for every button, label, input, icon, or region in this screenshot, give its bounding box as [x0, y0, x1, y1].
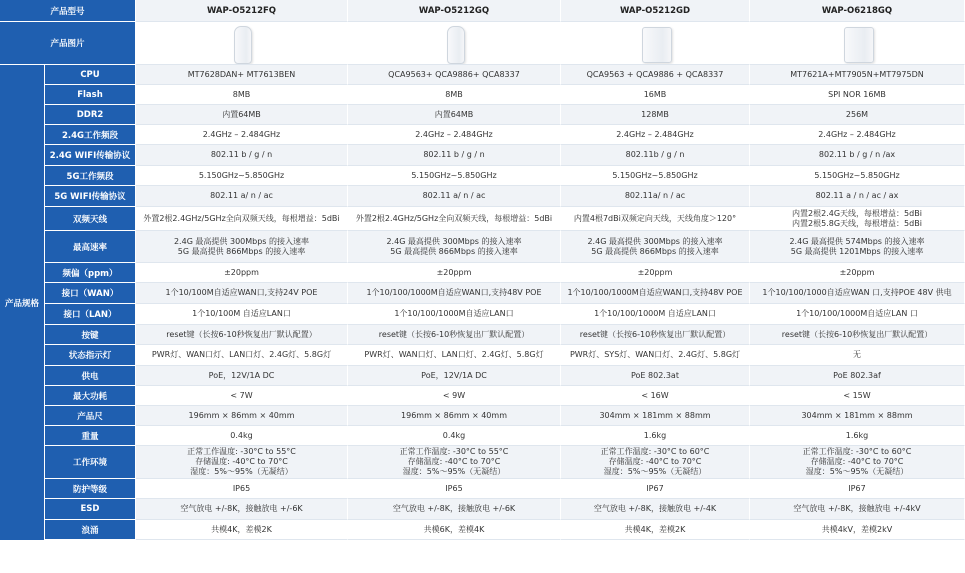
spec-value-line: 1个10/100/1000M自适应LAN 口	[796, 309, 918, 318]
spec-label: 5G WIFI传输协议	[54, 192, 126, 202]
spec-value-cell	[348, 366, 561, 386]
spec-label-cell	[45, 263, 136, 283]
spec-label: 防护等级	[72, 484, 107, 495]
spec-value-line: 802.11 a/ n / ac	[210, 191, 273, 200]
spec-value-line: 802.11b / g / n	[625, 150, 685, 159]
spec-value-cell	[750, 231, 965, 263]
spec-value-line: IP65	[232, 483, 251, 493]
spec-value-cell	[561, 186, 750, 207]
spec-value-cell	[348, 345, 561, 366]
spec-value-cell	[348, 207, 561, 231]
spec-value-line: 1个10/100M自适应WAN口,支持24V POE	[165, 288, 318, 297]
spec-value-cell	[136, 186, 348, 207]
spec-value-line: 802.11 a / n / ac / ax	[815, 191, 899, 200]
spec-value-cell	[750, 406, 965, 426]
spec-value-line: 1个10/100/1000M自适应WAN口,支持48V POE	[567, 288, 743, 297]
product-image-cell	[750, 22, 965, 65]
spec-label: 接口（WAN）	[61, 289, 119, 299]
spec-value-line: 196mm × 86mm × 40mm	[188, 410, 295, 420]
spec-value-line: reset键（长按6-10秒恢复出厂默认配置）	[166, 329, 317, 339]
header-label-cell	[0, 0, 136, 22]
spec-value-line: 存储温度: -40°C to 70°C	[195, 457, 288, 466]
spec-value-line: 2.4G 最高提供 300Mbps 的接入速率	[386, 236, 522, 246]
spec-value-cell	[348, 283, 561, 304]
spec-value-line: 2.4G 最高提供 300Mbps 的接入速率	[587, 236, 723, 246]
spec-value-line: 共模6K，差模4K	[423, 524, 485, 534]
spec-label: 2.4G WIFI传输协议	[49, 151, 131, 161]
spec-value-line: reset键（长按6-10秒恢复出厂默认配置）	[781, 329, 933, 339]
spec-value-cell	[348, 386, 561, 406]
spec-value-cell	[750, 304, 965, 325]
spec-value-cell	[136, 479, 348, 499]
spec-value-cell	[561, 85, 750, 105]
spec-value-line: 8MB	[232, 89, 251, 99]
ap-panel-icon	[642, 27, 672, 63]
spec-value-cell	[348, 231, 561, 263]
spec-value-cell	[750, 207, 965, 231]
product-image-cell	[561, 22, 750, 65]
spec-value-line: 802.11 b / g / n /ax	[818, 150, 896, 159]
image-row-label: 产品图片	[50, 39, 85, 49]
spec-label: 重量	[81, 431, 99, 442]
spec-label-cell	[45, 186, 136, 207]
spec-value-line: 湿度：5%～95%（无凝结）	[190, 467, 293, 476]
spec-group-label-cell	[0, 65, 45, 540]
spec-value-line: PoE，12V/1A DC	[208, 370, 275, 380]
ap-outdoor-tall-icon	[447, 26, 465, 64]
spec-value-cell	[348, 304, 561, 325]
spec-value-cell	[750, 386, 965, 406]
spec-value-line: 空气放电 +/-8K，接触放电 +/-6K	[392, 504, 516, 513]
spec-value-line: MT7621A+MT7905N+MT7975DN	[790, 69, 924, 79]
spec-value-line: IP65	[445, 483, 463, 493]
spec-value-line: 1.6kg	[643, 430, 667, 440]
spec-label-cell	[45, 479, 136, 499]
spec-value-line: 16MB	[643, 89, 667, 99]
spec-value-cell	[750, 283, 965, 304]
spec-value-line: 0.4kg	[230, 430, 253, 440]
spec-value-cell	[136, 231, 348, 263]
spec-value-cell	[136, 446, 348, 479]
spec-value-line: 8MB	[445, 89, 463, 99]
spec-value-cell	[136, 325, 348, 345]
spec-value-line: QCA9563+ QCA9886+ QCA8337	[388, 69, 520, 79]
spec-value-cell	[348, 105, 561, 125]
spec-value-line: 5.150GHz~5.850GHz	[198, 170, 285, 180]
spec-label: 浪涌	[81, 525, 99, 536]
spec-value-line: 1个10/100/1000M 自适应LAN口	[594, 309, 716, 318]
spec-group-label: 产品规格	[4, 298, 39, 309]
spec-value-line: ±20ppm	[637, 267, 673, 277]
spec-value-cell	[561, 520, 750, 540]
spec-value-cell	[561, 325, 750, 345]
spec-value-line: IP67	[646, 483, 664, 493]
spec-value-line: 1个10/100/1000M自适应LAN口	[394, 309, 514, 318]
spec-value-line: 802.11a/ n / ac	[624, 191, 686, 200]
spec-label-cell	[45, 166, 136, 186]
spec-value-line: reset键（长按6-10秒恢复出厂默认配置）	[378, 329, 530, 339]
spec-value-line: 2.4GHz – 2.484GHz	[818, 129, 896, 139]
spec-value-cell	[750, 426, 965, 446]
spec-value-cell	[136, 366, 348, 386]
spec-value-cell	[750, 105, 965, 125]
spec-value-line: 1个10/100M 自适应LAN口	[192, 309, 291, 318]
spec-value-line: 湿度：5%～95%（无凝结）	[603, 467, 707, 476]
spec-value-line: 湿度：5%～95%（无凝结）	[402, 467, 506, 476]
spec-value-line: MT7628DAN+ MT7613BEN	[187, 69, 296, 79]
spec-value-line: 正常工作温度: -30°C to 60°C	[802, 447, 912, 456]
spec-value-line: 内置4根7dBi双频定向天线，天线角度＞120°	[573, 213, 737, 223]
spec-label: 供电	[81, 371, 99, 382]
spec-value-line: 1个10/100/1000自适应WAN 口,支持POE 48V 供电	[762, 288, 952, 297]
spec-label-cell	[45, 283, 136, 304]
spec-value-line: PoE，12V/1A DC	[421, 370, 487, 380]
spec-value-line: < 16W	[641, 390, 669, 400]
spec-label-cell	[45, 345, 136, 366]
spec-label: 接口（LAN）	[63, 310, 117, 320]
spec-value-line: 正常工作温度: -30°C to 60°C	[600, 447, 710, 456]
spec-value-line: 0.4kg	[442, 430, 466, 440]
spec-label: 工作环境	[72, 458, 107, 468]
spec-value-line: 1.6kg	[845, 430, 869, 440]
spec-value-cell	[561, 366, 750, 386]
spec-value-cell	[348, 263, 561, 283]
spec-value-cell	[561, 426, 750, 446]
spec-value-line: 空气放电 +/-8K，接触放电 +/-4kV	[793, 504, 921, 513]
spec-value-line: 5.150GHz~5.850GHz	[612, 170, 698, 180]
spec-value-cell	[750, 186, 965, 207]
spec-value-cell	[750, 325, 965, 345]
spec-label-cell	[45, 65, 136, 85]
spec-label-cell	[45, 105, 136, 125]
spec-label-cell	[45, 406, 136, 426]
spec-value-line: 存储温度: -40°C to 70°C	[608, 457, 702, 466]
spec-value-cell	[136, 386, 348, 406]
spec-value-cell	[750, 65, 965, 85]
model-name-cell	[750, 0, 965, 22]
spec-value-cell	[136, 105, 348, 125]
spec-value-cell	[561, 386, 750, 406]
spec-value-cell	[561, 345, 750, 366]
spec-value-line: PoE 802.3af	[833, 370, 881, 380]
spec-label-cell	[45, 446, 136, 479]
spec-label: ESD	[80, 504, 100, 514]
spec-label: 按键	[81, 330, 99, 341]
spec-label: CPU	[80, 69, 100, 80]
spec-value-line: 无	[853, 350, 861, 359]
spec-value-cell	[348, 145, 561, 166]
spec-value-cell	[136, 85, 348, 105]
spec-value-cell	[136, 65, 348, 85]
spec-label: 5G工作频段	[66, 171, 114, 182]
spec-value-cell	[136, 166, 348, 186]
spec-value-cell	[750, 520, 965, 540]
spec-value-line: 共模4K，差模2K	[624, 524, 686, 534]
spec-value-line: 5G 最高提供 866Mbps 的接入速率	[390, 246, 518, 256]
spec-label-cell	[45, 520, 136, 540]
spec-value-line: ±20ppm	[224, 267, 259, 277]
spec-value-cell	[136, 406, 348, 426]
spec-value-line: 2.4G 最高提供 574Mbps 的接入速率	[789, 236, 925, 246]
spec-label: Flash	[77, 89, 103, 100]
spec-value-line: 空气放电 +/-8K，接触放电 +/-6K	[180, 504, 303, 513]
spec-label: 产品尺	[77, 411, 103, 422]
spec-value-line: ±20ppm	[436, 267, 472, 277]
spec-value-line: IP67	[848, 483, 866, 493]
spec-label-cell	[45, 85, 136, 105]
spec-value-line: 802.11 b / g / n	[210, 150, 273, 159]
spec-value-cell	[750, 446, 965, 479]
spec-value-cell	[561, 499, 750, 520]
spec-value-line: 5.150GHz~5.850GHz	[411, 170, 497, 180]
spec-value-line: 空气放电 +/-8K，接触放电 +/-4K	[593, 504, 717, 513]
ap-outdoor-tall-icon	[234, 26, 252, 64]
spec-label-cell	[45, 125, 136, 145]
spec-value-cell	[348, 85, 561, 105]
spec-label-cell	[45, 366, 136, 386]
spec-value-cell	[561, 231, 750, 263]
spec-label-cell	[45, 499, 136, 520]
spec-value-cell	[136, 125, 348, 145]
spec-value-line: QCA9563 + QCA9886 + QCA8337	[586, 69, 724, 79]
spec-value-line: 304mm × 181mm × 88mm	[801, 410, 913, 420]
spec-value-cell	[348, 426, 561, 446]
model-name: WAP-O5212FQ	[206, 5, 277, 16]
spec-value-cell	[561, 304, 750, 325]
spec-value-line: 128MB	[641, 109, 669, 119]
spec-value-cell	[136, 304, 348, 325]
spec-value-line: 196mm × 86mm × 40mm	[401, 410, 507, 420]
spec-value-cell	[136, 207, 348, 231]
model-name: WAP-O5212GD	[619, 5, 691, 16]
spec-value-cell	[136, 345, 348, 366]
spec-value-cell	[750, 125, 965, 145]
spec-value-line: PWR灯、SYS灯、WAN口灯、2.4G灯、5.8G灯	[569, 350, 741, 359]
spec-value-cell	[750, 479, 965, 499]
spec-value-cell	[348, 125, 561, 145]
spec-value-line: 2.4GHz – 2.484GHz	[415, 129, 493, 139]
spec-value-line: 5G 最高提供 1201Mbps 的接入速率	[790, 246, 924, 256]
spec-label: 双频天线	[72, 214, 107, 225]
spec-value-line: 802.11 b / g / n	[423, 150, 485, 159]
spec-value-cell	[561, 166, 750, 186]
spec-value-line: < 15W	[843, 390, 871, 400]
spec-label: 频偏（ppm）	[62, 268, 118, 279]
spec-value-cell	[348, 406, 561, 426]
spec-value-cell	[750, 499, 965, 520]
spec-value-line: 内置2根5.8G天线，每根增益：5dBi	[792, 218, 922, 228]
spec-value-cell	[750, 85, 965, 105]
product-image-cell	[348, 22, 561, 65]
spec-value-line: 存储温度: -40°C to 70°C	[407, 457, 501, 466]
spec-value-cell	[561, 145, 750, 166]
spec-value-cell	[561, 125, 750, 145]
spec-label-cell	[45, 145, 136, 166]
spec-value-line: PWR灯、WAN口灯、LAN口灯、2.4G灯、5.8G灯	[364, 350, 544, 359]
spec-value-line: 304mm × 181mm × 88mm	[599, 410, 711, 420]
spec-label: 最大功耗	[72, 391, 107, 402]
model-name: WAP-O6218GQ	[821, 5, 893, 16]
spec-value-cell	[136, 283, 348, 304]
spec-value-line: 5G 最高提供 866Mbps 的接入速率	[591, 246, 719, 256]
model-name: WAP-O5212GQ	[418, 5, 490, 16]
ap-panel-icon	[844, 27, 874, 63]
spec-value-line: 湿度：5%～95%（无凝结）	[805, 467, 909, 476]
spec-value-cell	[136, 499, 348, 520]
spec-value-cell	[136, 145, 348, 166]
spec-label-cell	[45, 207, 136, 231]
spec-value-line: 2.4G 最高提供 300Mbps 的接入速率	[173, 236, 310, 246]
model-name-cell	[561, 0, 750, 22]
spec-value-cell	[561, 263, 750, 283]
spec-value-line: PWR灯、WAN口灯、LAN口灯、2.4G灯、5.8G灯	[151, 350, 332, 359]
model-name-cell	[136, 0, 348, 22]
spec-value-line: 共模4K，差模2K	[211, 524, 272, 534]
spec-value-line: 内置2根2.4G天线，每根增益：5dBi	[792, 208, 922, 218]
spec-label-cell	[45, 325, 136, 345]
model-name-cell	[348, 0, 561, 22]
spec-label: 最高速率	[72, 242, 107, 253]
spec-label: 2.4G工作频段	[61, 130, 119, 141]
spec-label: 状态指示灯	[68, 351, 112, 361]
spec-value-cell	[136, 263, 348, 283]
spec-value-cell	[348, 65, 561, 85]
spec-value-line: 外置2根2.4GHz/5GHz全向双频天线，每根增益：5dBi	[143, 213, 340, 223]
spec-value-cell	[348, 325, 561, 345]
spec-value-cell	[750, 345, 965, 366]
spec-value-cell	[348, 446, 561, 479]
spec-value-line: 802.11 a/ n / ac	[422, 191, 486, 200]
spec-value-cell	[348, 166, 561, 186]
spec-value-line: 外置2根2.4GHz/5GHz全向双频天线，每根增益：5dBi	[355, 213, 553, 223]
spec-value-cell	[750, 166, 965, 186]
product-image-cell	[136, 22, 348, 65]
spec-value-cell	[348, 520, 561, 540]
spec-label: DDR2	[76, 109, 104, 120]
spec-value-cell	[561, 446, 750, 479]
spec-value-line: ±20ppm	[839, 267, 875, 277]
spec-value-line: 内置64MB	[434, 109, 474, 119]
spec-value-cell	[136, 426, 348, 446]
spec-label-cell	[45, 231, 136, 263]
spec-value-line: 正常工作温度: -30°C to 55°C	[187, 447, 296, 456]
spec-value-line: < 7W	[230, 390, 253, 400]
image-row-label-cell	[0, 22, 136, 65]
spec-value-line: 共模4kV，差模2kV	[821, 524, 893, 534]
spec-value-line: 5G 最高提供 866Mbps 的接入速率	[177, 246, 306, 256]
spec-value-cell	[136, 520, 348, 540]
spec-value-line: 内置64MB	[222, 109, 261, 119]
spec-value-line: 2.4GHz – 2.484GHz	[202, 129, 281, 139]
spec-value-cell	[348, 186, 561, 207]
spec-value-line: SPI NOR 16MB	[828, 89, 886, 99]
spec-label-cell	[45, 426, 136, 446]
spec-value-cell	[561, 207, 750, 231]
spec-value-line: 1个10/100/1000M自适应WAN口,支持48V POE	[366, 288, 542, 297]
spec-value-cell	[561, 283, 750, 304]
spec-label-cell	[45, 386, 136, 406]
header-label: 产品型号	[50, 6, 85, 17]
spec-label-cell	[45, 304, 136, 325]
spec-value-line: reset键（长按6-10秒恢复出厂默认配置）	[579, 329, 731, 339]
spec-value-line: PoE 802.3at	[631, 370, 679, 380]
spec-value-cell	[750, 366, 965, 386]
spec-value-cell	[561, 65, 750, 85]
spec-value-cell	[348, 479, 561, 499]
spec-value-line: 存储温度: -40°C to 70°C	[810, 457, 904, 466]
spec-value-cell	[750, 145, 965, 166]
spec-value-line: 256M	[845, 109, 869, 119]
spec-value-line: < 9W	[442, 390, 466, 400]
spec-value-line: 2.4GHz – 2.484GHz	[616, 129, 694, 139]
spec-value-cell	[750, 263, 965, 283]
spec-value-cell	[348, 499, 561, 520]
spec-value-cell	[561, 479, 750, 499]
spec-value-cell	[561, 105, 750, 125]
spec-value-cell	[561, 406, 750, 426]
spec-value-line: 正常工作温度: -30°C to 55°C	[399, 447, 509, 456]
spec-value-line: 5.150GHz~5.850GHz	[814, 170, 900, 180]
